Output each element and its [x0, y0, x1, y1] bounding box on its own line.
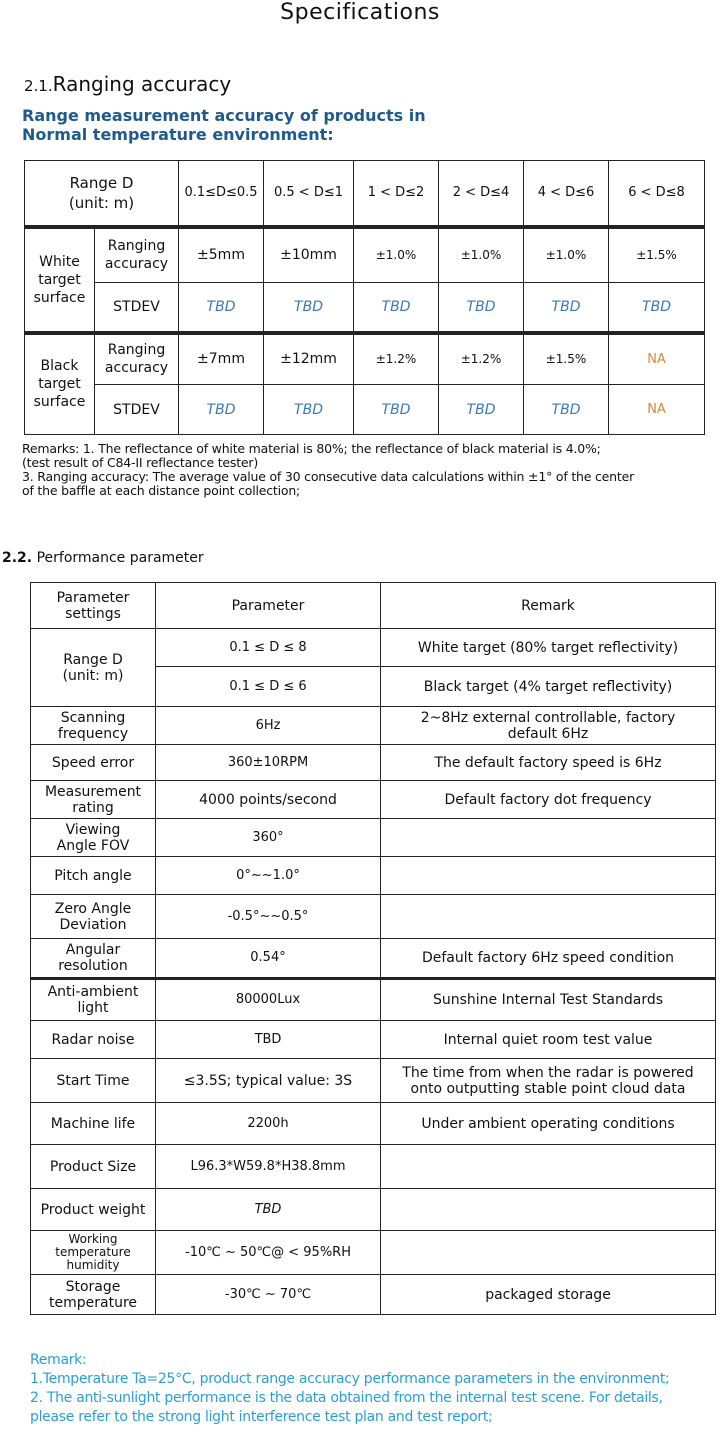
label-line: Ranging: [107, 342, 166, 359]
settings-header: [31, 583, 156, 629]
table-cell: TBD: [609, 283, 705, 333]
header-line: settings: [65, 605, 121, 622]
label-line: surface: [33, 289, 86, 306]
setting-label: Product Size: [31, 1145, 156, 1189]
parameter-cell: ≤3.5S; typical value: 3S: [156, 1059, 381, 1103]
table-cell: TBD: [179, 283, 264, 333]
label-line: (unit: m): [62, 667, 124, 684]
remark-cell: Internal quiet room test value: [381, 1021, 716, 1059]
remark-line: of the baffle at each distance point collection;: [22, 483, 301, 498]
parameter-cell: TBD: [156, 1021, 381, 1059]
table-cell: NA: [609, 333, 705, 385]
black-target-label: [25, 333, 95, 435]
table-cell: TBD: [524, 385, 609, 435]
setting-label: [31, 1275, 156, 1315]
parameter-cell: -0.5°~~0.5°: [156, 895, 381, 939]
remark-cell: [381, 1059, 716, 1103]
table-row: [31, 707, 716, 745]
label-line: Viewing: [65, 821, 121, 838]
remark-cell: Default factory dot frequency: [381, 781, 716, 819]
remark-cell: [381, 1145, 716, 1189]
table-row: [31, 1145, 716, 1189]
parameter-cell: 0.1 ≤ D ≤ 8: [156, 629, 381, 667]
remark-line: onto outputting stable point cloud data: [410, 1080, 686, 1097]
column-header: 0.1≤D≤0.5: [179, 161, 264, 227]
ranging-accuracy-label: [95, 333, 179, 385]
header-line: Parameter: [56, 589, 130, 606]
column-header: 1 < D≤2: [354, 161, 439, 227]
column-header: 0.5 < D≤1: [264, 161, 354, 227]
label-line: Range D: [63, 651, 123, 668]
remark-line: Remarks: 1. The reflectance of white material is 80%; the reflectance of black material is 4.0%;: [22, 441, 601, 456]
table-cell: TBD: [179, 385, 264, 435]
column-header: 4 < D≤6: [524, 161, 609, 227]
label-line: humidity: [66, 1258, 120, 1272]
parameter-cell: 6Hz: [156, 707, 381, 745]
subheading-line: Range measurement accuracy of products in: [22, 106, 426, 125]
remark-cell: [381, 1189, 716, 1231]
remark-line: 3. Ranging accuracy: The average value of 30 consecutive data calculations within ±1° of the center: [22, 469, 635, 484]
label-line: Storage: [65, 1278, 121, 1295]
table-cell: ±5mm: [179, 227, 264, 283]
setting-label: [31, 819, 156, 857]
label-line: frequency: [57, 725, 129, 742]
table-cell: TBD: [439, 283, 524, 333]
label-line: Angular: [65, 942, 121, 958]
parameter-cell: TBD: [156, 1189, 381, 1231]
table-row: [31, 819, 716, 857]
ranging-accuracy-table: [24, 160, 705, 435]
performance-remarks: [30, 1351, 669, 1427]
label-line: Deviation: [59, 916, 127, 933]
table-row: [25, 283, 705, 333]
parameter-header: Parameter: [156, 583, 381, 629]
setting-label: Start Time: [31, 1059, 156, 1103]
setting-label: Product weight: [31, 1189, 156, 1231]
table-header-row: [25, 161, 705, 227]
table-cell: TBD: [524, 283, 609, 333]
remark-header: Remark: [381, 583, 716, 629]
label-line: resolution: [58, 958, 128, 974]
table-row: [31, 979, 716, 1021]
remark-cell: [381, 819, 716, 857]
parameter-cell: 360±10RPM: [156, 745, 381, 781]
table-row: [25, 333, 705, 385]
remark-line: 2. The anti-sunlight performance is the data obtained from the internal test scene. For details,: [30, 1390, 663, 1406]
column-header: 2 < D≤4: [439, 161, 524, 227]
range-d-header: [25, 161, 179, 227]
label-line: Scanning: [60, 709, 126, 726]
remark-line: please refer to the strong light interference test plan and test report;: [30, 1409, 493, 1425]
ranging-remarks: [22, 442, 634, 498]
header-line: Range D: [69, 173, 134, 192]
table-cell: ±1.5%: [524, 333, 609, 385]
column-header: 6 < D≤8: [609, 161, 705, 227]
section-subheading: [22, 106, 426, 144]
label-line: Measurement: [44, 783, 142, 800]
ranging-accuracy-label: [95, 227, 179, 283]
parameter-cell: 80000Lux: [156, 979, 381, 1021]
table-row: [31, 1059, 716, 1103]
remark-cell: Sunshine Internal Test Standards: [381, 979, 716, 1021]
setting-label: Pitch angle: [31, 857, 156, 895]
table-row: [31, 939, 716, 979]
parameter-cell: L96.3*W59.8*H38.8mm: [156, 1145, 381, 1189]
table-header-row: [31, 583, 716, 629]
remark-line: 2~8Hz external controllable, factory: [420, 709, 676, 726]
parameter-cell: 2200h: [156, 1103, 381, 1145]
setting-label: [31, 1231, 156, 1275]
section-number: 2.2.: [2, 550, 33, 566]
label-line: target: [38, 271, 81, 288]
table-row: [31, 1021, 716, 1059]
setting-label: [31, 781, 156, 819]
table-cell: ±1.2%: [439, 333, 524, 385]
stdev-label: STDEV: [95, 283, 179, 333]
label-line: rating: [72, 799, 114, 816]
table-cell: TBD: [439, 385, 524, 435]
setting-label: [31, 707, 156, 745]
table-row: [31, 781, 716, 819]
table-row: [31, 745, 716, 781]
section-heading-performance: [2, 550, 204, 566]
remark-cell: Black target (4% target reflectivity): [381, 667, 716, 707]
parameter-cell: -30℃ ~ 70℃: [156, 1275, 381, 1315]
table-row: [31, 857, 716, 895]
setting-label: [31, 979, 156, 1021]
remark-cell: Under ambient operating conditions: [381, 1103, 716, 1145]
label-line: Ranging: [107, 238, 166, 255]
table-cell: ±1.0%: [524, 227, 609, 283]
remark-cell: [381, 895, 716, 939]
table-row: [31, 1103, 716, 1145]
table-row: [25, 227, 705, 283]
table-cell: ±1.2%: [354, 333, 439, 385]
white-target-label: [25, 227, 95, 333]
parameter-cell: -10℃ ~ 50℃@ < 95%RH: [156, 1231, 381, 1275]
remark-cell: [381, 1231, 716, 1275]
label-line: Anti-ambient: [47, 984, 139, 1000]
header-line: (unit: m): [68, 193, 135, 212]
parameter-cell: 0.54°: [156, 939, 381, 979]
setting-label: [31, 895, 156, 939]
setting-label: Speed error: [31, 745, 156, 781]
parameter-cell: 0°~~1.0°: [156, 857, 381, 895]
table-row: [31, 1275, 716, 1315]
remark-line: default 6Hz: [507, 725, 589, 742]
subheading-line: Normal temperature environment:: [22, 125, 334, 144]
section-title: Ranging accuracy: [52, 72, 232, 96]
table-cell: TBD: [354, 385, 439, 435]
table-row: [31, 1189, 716, 1231]
remark-cell: The default factory speed is 6Hz: [381, 745, 716, 781]
remark-line: Remark:: [30, 1352, 87, 1368]
remark-line: (test result of C84-II reflectance tester): [22, 455, 259, 470]
stdev-label: STDEV: [95, 385, 179, 435]
table-cell: TBD: [264, 385, 354, 435]
setting-label: [31, 939, 156, 979]
table-cell: ±1.0%: [354, 227, 439, 283]
section-number: 2.1.: [24, 77, 53, 95]
section-heading-ranging: [24, 72, 231, 96]
label-line: accuracy: [104, 256, 169, 273]
label-line: accuracy: [104, 360, 169, 377]
label-line: Angle FOV: [56, 837, 130, 854]
label-line: temperature: [49, 1294, 137, 1311]
section-title: Performance parameter: [36, 550, 204, 566]
parameter-cell: 0.1 ≤ D ≤ 6: [156, 667, 381, 707]
label-line: target: [38, 376, 81, 393]
remark-line: 1.Temperature Ta=25°C, product range accuracy performance parameters in the environment;: [30, 1371, 670, 1387]
range-d-label: [31, 629, 156, 707]
table-row: [31, 629, 716, 667]
setting-label: Machine life: [31, 1103, 156, 1145]
table-cell: TBD: [354, 283, 439, 333]
table-row: [31, 1231, 716, 1275]
label-line: Black: [40, 358, 79, 375]
label-line: temperature: [55, 1245, 131, 1259]
remark-line: The time from when the radar is powered: [402, 1064, 694, 1081]
label-line: White: [39, 253, 80, 270]
table-cell: ±12mm: [264, 333, 354, 385]
table-row: [25, 385, 705, 435]
label-line: surface: [33, 394, 86, 411]
parameter-cell: 360°: [156, 819, 381, 857]
table-cell: ±10mm: [264, 227, 354, 283]
remark-cell: [381, 707, 716, 745]
performance-parameter-table: [30, 582, 716, 1315]
label-line: Working: [68, 1232, 118, 1246]
remark-cell: packaged storage: [381, 1275, 716, 1315]
remark-cell: Default factory 6Hz speed condition: [381, 939, 716, 979]
label-line: Zero Angle: [54, 900, 132, 917]
remark-cell: White target (80% target reflectivity): [381, 629, 716, 667]
setting-label: Radar noise: [31, 1021, 156, 1059]
table-row: [31, 895, 716, 939]
table-cell: TBD: [264, 283, 354, 333]
parameter-cell: 4000 points/second: [156, 781, 381, 819]
table-cell: ±1.0%: [439, 227, 524, 283]
table-cell: ±1.5%: [609, 227, 705, 283]
page-title: Specifications: [280, 0, 440, 25]
label-line: light: [77, 1000, 109, 1016]
table-cell: NA: [609, 385, 705, 435]
table-cell: ±7mm: [179, 333, 264, 385]
remark-cell: [381, 857, 716, 895]
